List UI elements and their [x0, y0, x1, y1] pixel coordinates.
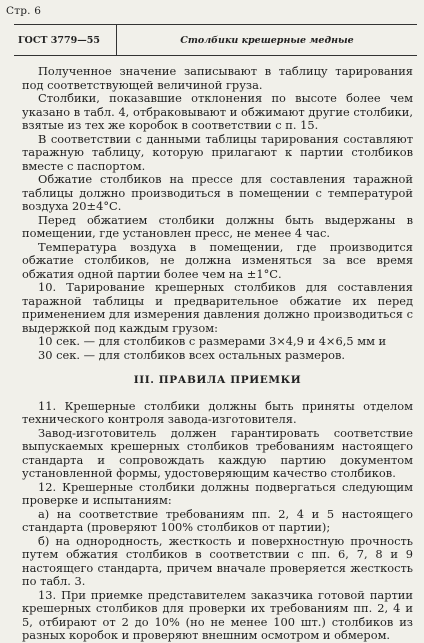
paragraph: 13. При приемке представителем заказчика готовой партии крешерных столбиков для проверки их требованиям пп. 2, 4 и 5, отбирают от 2 до 10% (но не менее 100 шт.) столбиков из разных коробок и проверяют внешним осмотром и обмером.	[22, 587, 413, 642]
paragraph: Полученное значение записывают в таблицу тарирования под соответствующей величиной груза.	[22, 64, 413, 92]
paragraph: б) на однородность, жесткость и поверхностную прочность путем обжатия столбиков в соответствии с пп. 6, 7, 8 и 9 настоящего стандарта, причем вначале проверяется жесткость по табл. 3.	[22, 533, 413, 588]
paragraph: Перед обжатием столбики должны быть выдержаны в помещении, где установлен пресс, не менее 4 час.	[22, 212, 413, 240]
paragraph: 12. Крешерные столбики должны подвергаться следующим проверке и испытаниям:	[22, 479, 413, 507]
paragraph: В соответствии с данными таблицы тарирования составляют таражную таблицу, которую прилагают к партии столбиков вместе с паспортом.	[22, 131, 413, 173]
paragraph: 10 сек. — для столбиков с размерами 3×4,9 и 4×6,5 мм и	[38, 334, 387, 348]
page-number: Стр. 6	[6, 5, 42, 17]
paragraph: Завод-изготовитель должен гарантировать соответствие выпускаемых крешерных столбиков требованиям настоящего стандарта и сопровождать каждую партию документом установленной формы, удостоверяющим качество столбиков.	[22, 425, 413, 480]
page-header	[14, 24, 417, 56]
paragraph: Столбики, показавшие отклонения по высоте более чем указано в табл. 4, отбраковывают и обжимают другие столбики, взятые из тех же коробок в соответствии с п. 15.	[22, 91, 413, 132]
paragraph: Температура воздуха в помещении, где производится обжатие столбиков, не должна изменяться за все время обжатия одной партии более чем на ±1°С.	[22, 239, 413, 281]
standard-number: ГОСТ 3779—55	[14, 25, 117, 55]
section-heading: III. ПРАВИЛА ПРИЕМКИ	[133, 374, 302, 386]
paragraph: 11. Крешерные столбики должны быть приняты отделом технического контроля завода-изготовителя.	[22, 398, 413, 426]
paragraph: а) на соответствие требованиям пп. 2, 4 и 5 настоящего стандарта (проверяют 100% столбиков от партии);	[22, 506, 413, 534]
paragraph: 10. Тарирование крешерных столбиков для составления таражной таблицы и предварительное обжатие их перед применением для измерения давления должно производиться с выдержкой под каждым грузом:	[22, 280, 413, 335]
document-body	[22, 65, 413, 643]
paragraph: Обжатие столбиков на прессе для составления таражной таблицы должно производиться в помещении с температурой воздуха 20±4°С.	[22, 172, 413, 213]
document-title: Столбики крешерные медные	[180, 34, 354, 46]
paragraph: 30 сек. — для столбиков всех остальных размеров.	[38, 347, 346, 362]
